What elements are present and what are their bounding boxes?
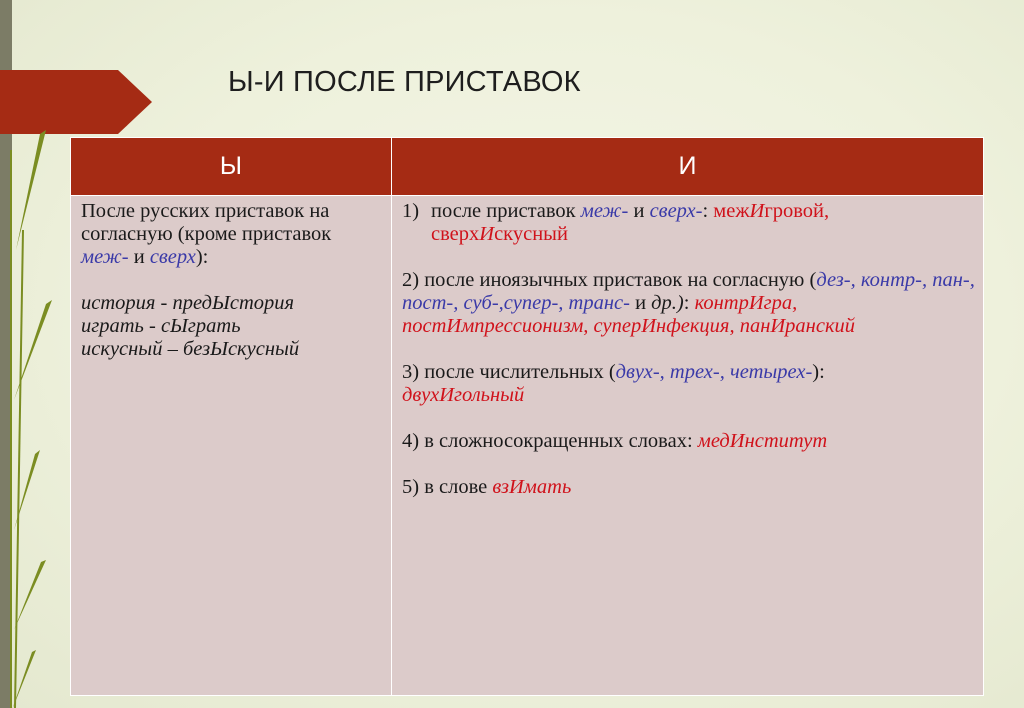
item3-example: двухИгольный: [402, 384, 525, 406]
slide-title: Ы-И ПОСЛЕ ПРИСТАВОК: [228, 66, 581, 98]
item2-and: и: [629, 292, 652, 314]
item2-colon: :: [683, 292, 695, 314]
item3-text: 3) после числительных (: [402, 361, 616, 383]
rule-item-4: [402, 430, 975, 453]
item1-example1-letter: И: [749, 200, 765, 222]
item1-colon: :: [702, 200, 714, 222]
header-i: И: [392, 138, 984, 196]
item2-prefixes: дез-, контр-, пан-, пост-, суб-,супер-, транс-: [402, 269, 975, 314]
item1-text: после приставок: [431, 200, 581, 222]
item3-end: ):: [812, 361, 825, 383]
left-rule-prefix-mezh: меж-: [81, 246, 129, 268]
rule-item-3: [402, 361, 975, 407]
item3-prefixes: двух-, трех-, четырех-: [615, 361, 813, 383]
left-example: искусный – безЫскусный: [81, 338, 300, 360]
left-rule-and: и: [128, 246, 150, 268]
rule-item-1: [402, 200, 975, 246]
item4-text: 4) в сложносокращенных словах:: [402, 430, 698, 452]
item2-text: 2) после иноязычных приставок на согласную (: [402, 269, 817, 291]
header-row: [71, 138, 984, 196]
item1-example2-letter: И: [479, 223, 495, 245]
header-y: Ы: [71, 138, 392, 196]
item1-example1-part: гровой,: [764, 200, 830, 222]
item1-prefix-sverkh: сверх-: [649, 200, 703, 222]
item1-example2-part: скусный: [494, 223, 568, 245]
left-rule: [81, 200, 383, 269]
content-row: [71, 196, 984, 696]
rule-item-5: [402, 476, 975, 499]
right-cell: [392, 196, 984, 696]
rules-table: [70, 137, 984, 696]
item2-etc: др.): [651, 292, 684, 314]
item1-number: 1): [402, 200, 420, 222]
left-cell: [71, 196, 392, 696]
left-rule-text: После русских приставок на согласную (кроме приставок: [81, 200, 332, 245]
item1-prefix-mezh: меж-: [580, 200, 629, 222]
left-example: история - предЫстория: [81, 292, 295, 314]
left-example: играть - сЫграть: [81, 315, 241, 337]
item2-examples: контрИгра, постИмпрессионизм, суперИнфекция, панИранский: [402, 292, 856, 337]
item5-example: взИмать: [492, 476, 572, 498]
item1-example2-part: сверх: [431, 223, 480, 245]
item1-example1-part: меж: [713, 200, 750, 222]
left-rule-end: ):: [195, 246, 209, 268]
item1-and: и: [628, 200, 650, 222]
item4-example: медИнститут: [697, 430, 828, 452]
decorative-leaves: [0, 110, 60, 708]
left-rule-prefix-sverkh: сверх: [149, 246, 196, 268]
item5-text: 5) в слове: [402, 476, 493, 498]
rule-item-2: [402, 269, 975, 338]
